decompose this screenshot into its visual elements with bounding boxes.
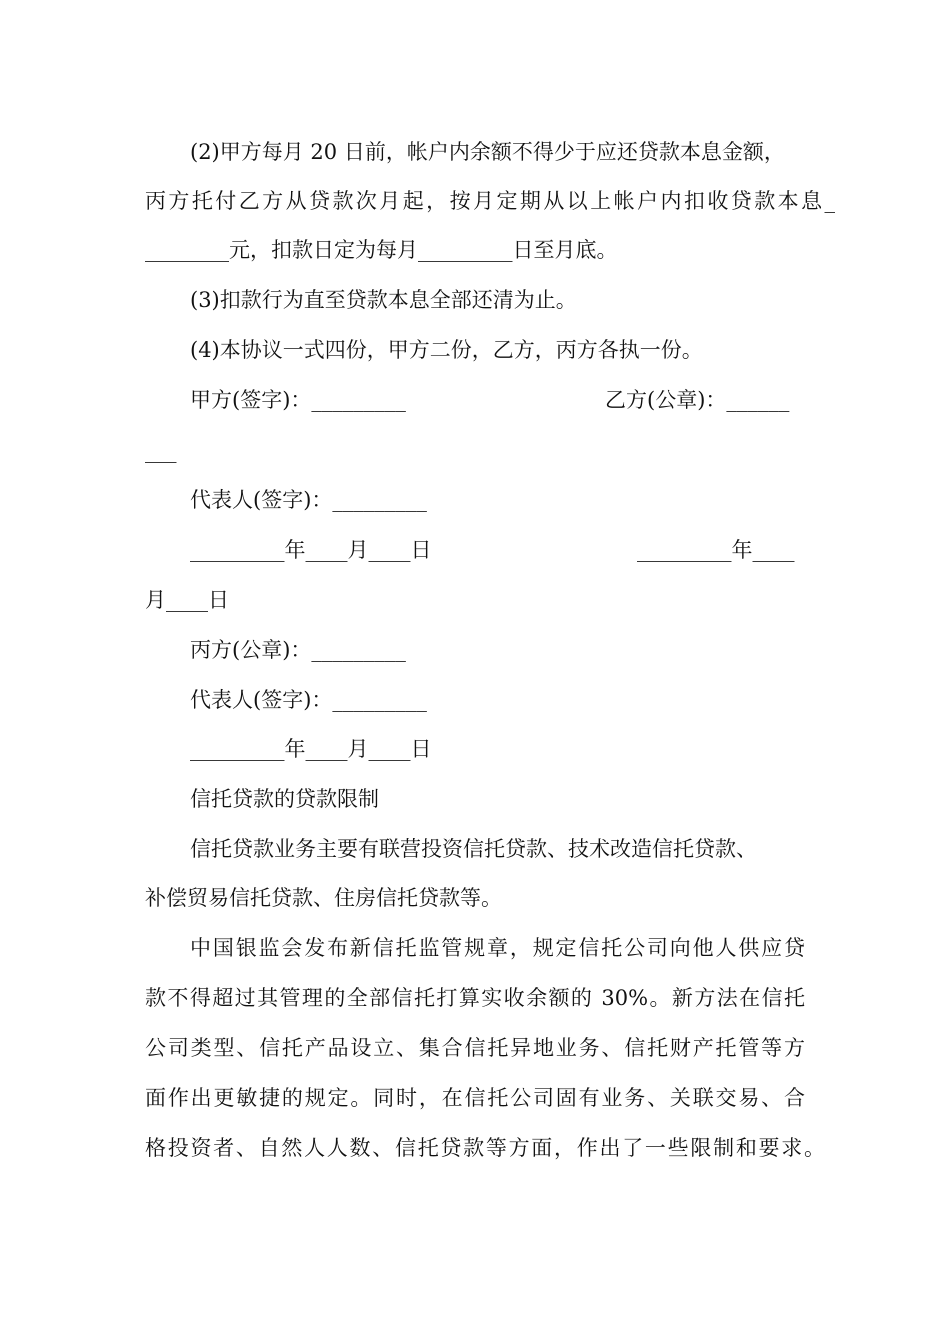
paragraph-2-line-1: 中国银监会发布新信托监管规章，规定信托公司向他人供应贷	[190, 936, 805, 960]
paragraph-2-line-2: 款不得超过其管理的全部信托打算实收余额的 30%。新方法在信托	[145, 986, 805, 1010]
paragraph-2-line-3: 公司类型、信托产品设立、集合信托异地业务、信托财产托管等方	[145, 1036, 805, 1060]
party-b-date-continued: 月____日	[145, 588, 229, 612]
party-c-date: _________年____月____日	[190, 737, 432, 761]
party-a-representative: 代表人(签字)：_________	[190, 488, 427, 512]
paragraph-2-line-5: 格投资者、自然人人数、信托贷款等方面，作出了一些限制和要求。	[145, 1136, 825, 1160]
party-b-date: _________年____	[637, 538, 795, 562]
clause-2-line-2: 丙方托付乙方从贷款次月起，按月定期从以上帐户内扣收贷款本息_	[145, 189, 835, 213]
party-c-representative: 代表人(签字)：_________	[190, 688, 427, 712]
clause-2-line-1: (2)甲方每月 20 日前，帐户内余额不得少于应还贷款本息金额，	[190, 140, 785, 164]
clause-3: (3)扣款行为直至贷款本息全部还清为止。	[190, 288, 577, 312]
paragraph-2-line-4: 面作出更敏捷的规定。同时，在信托公司固有业务、关联交易、合	[145, 1086, 805, 1110]
section-heading: 信托贷款的贷款限制	[190, 787, 379, 811]
party-a-date: _________年____月____日	[190, 538, 432, 562]
clause-4: (4)本协议一式四份，甲方二份，乙方，丙方各执一份。	[190, 338, 703, 362]
party-b-seal: 乙方(公章)：______	[605, 388, 790, 412]
party-c-seal: 丙方(公章)：_________	[190, 638, 406, 662]
clause-2-line-3: ________元，扣款日定为每月_________日至月底。	[145, 238, 618, 262]
party-b-seal-continued: ___	[145, 439, 177, 463]
paragraph-1-line-1: 信托贷款业务主要有联营投资信托贷款、技术改造信托贷款、	[190, 837, 757, 861]
party-a-signature: 甲方(签字)：_________	[190, 388, 406, 412]
paragraph-1-line-2: 补偿贸易信托贷款、住房信托贷款等。	[145, 886, 502, 910]
